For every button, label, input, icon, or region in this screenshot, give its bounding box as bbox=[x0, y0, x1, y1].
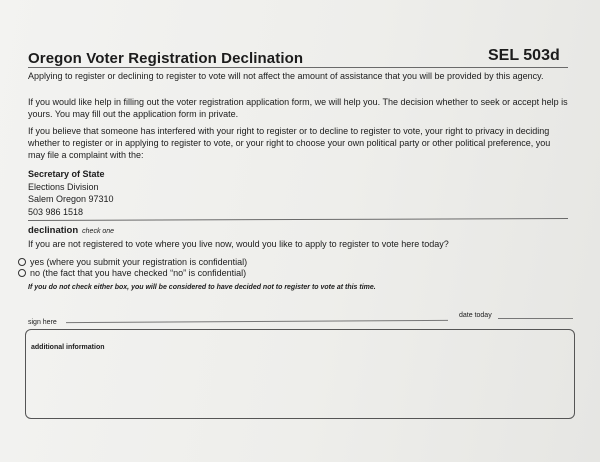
no-check-note: If you do not check either box, you will be considered to have decided not to register to vote at this time. bbox=[28, 284, 376, 291]
header-rule bbox=[28, 67, 568, 68]
yes-radio[interactable] bbox=[18, 258, 26, 266]
declination-heading bbox=[28, 225, 114, 236]
address-division: Elections Division bbox=[28, 181, 99, 192]
address-city: Salem Oregon 97310 bbox=[28, 194, 114, 204]
form-number: SEL 503d bbox=[488, 47, 560, 64]
additional-information-box[interactable] bbox=[25, 329, 575, 419]
option-yes[interactable] bbox=[18, 257, 247, 267]
declination-heading-text: declination bbox=[28, 225, 79, 236]
assistance-paragraph: Applying to register or declining to register to vote will not affect the amount of assistance that you will be provided by this agency. bbox=[28, 71, 544, 81]
signature-line[interactable] bbox=[66, 320, 448, 323]
option-no-label: no (the fact that you have checked “no” is confidential) bbox=[30, 268, 247, 278]
address-office: Secretary of State bbox=[28, 169, 105, 179]
complaint-paragraph: If you believe that someone has interfered with your right to register or to decline to register to vote, your right to privacy in deciding whether to register or in applying to register to vote, or your right to choose your own political party or other political preference, you may file a complaint with the: bbox=[28, 126, 551, 160]
address-block bbox=[28, 168, 114, 218]
date-today-label: date today bbox=[459, 312, 492, 319]
registration-question: If you are not registered to vote where you live now, would you like to apply to register to vote here today? bbox=[28, 239, 449, 249]
option-yes-label: yes (where you submit your registration is confidential) bbox=[30, 257, 248, 267]
form-title: Oregon Voter Registration Declination bbox=[28, 50, 304, 67]
declination-rule bbox=[28, 218, 568, 221]
sign-here-label: sign here bbox=[28, 319, 57, 326]
address-phone: 503 986 1518 bbox=[28, 206, 84, 217]
additional-information-label: additional information bbox=[31, 344, 105, 351]
check-one-instruction: check one bbox=[82, 228, 115, 235]
option-no[interactable] bbox=[18, 268, 246, 278]
no-radio[interactable] bbox=[18, 269, 26, 277]
date-line[interactable] bbox=[498, 318, 573, 319]
help-paragraph: If you would like help in filling out the voter registration application form, we will help you. The decision whether to seek or accept help is yours. You may fill out the application form in private. bbox=[28, 97, 568, 119]
